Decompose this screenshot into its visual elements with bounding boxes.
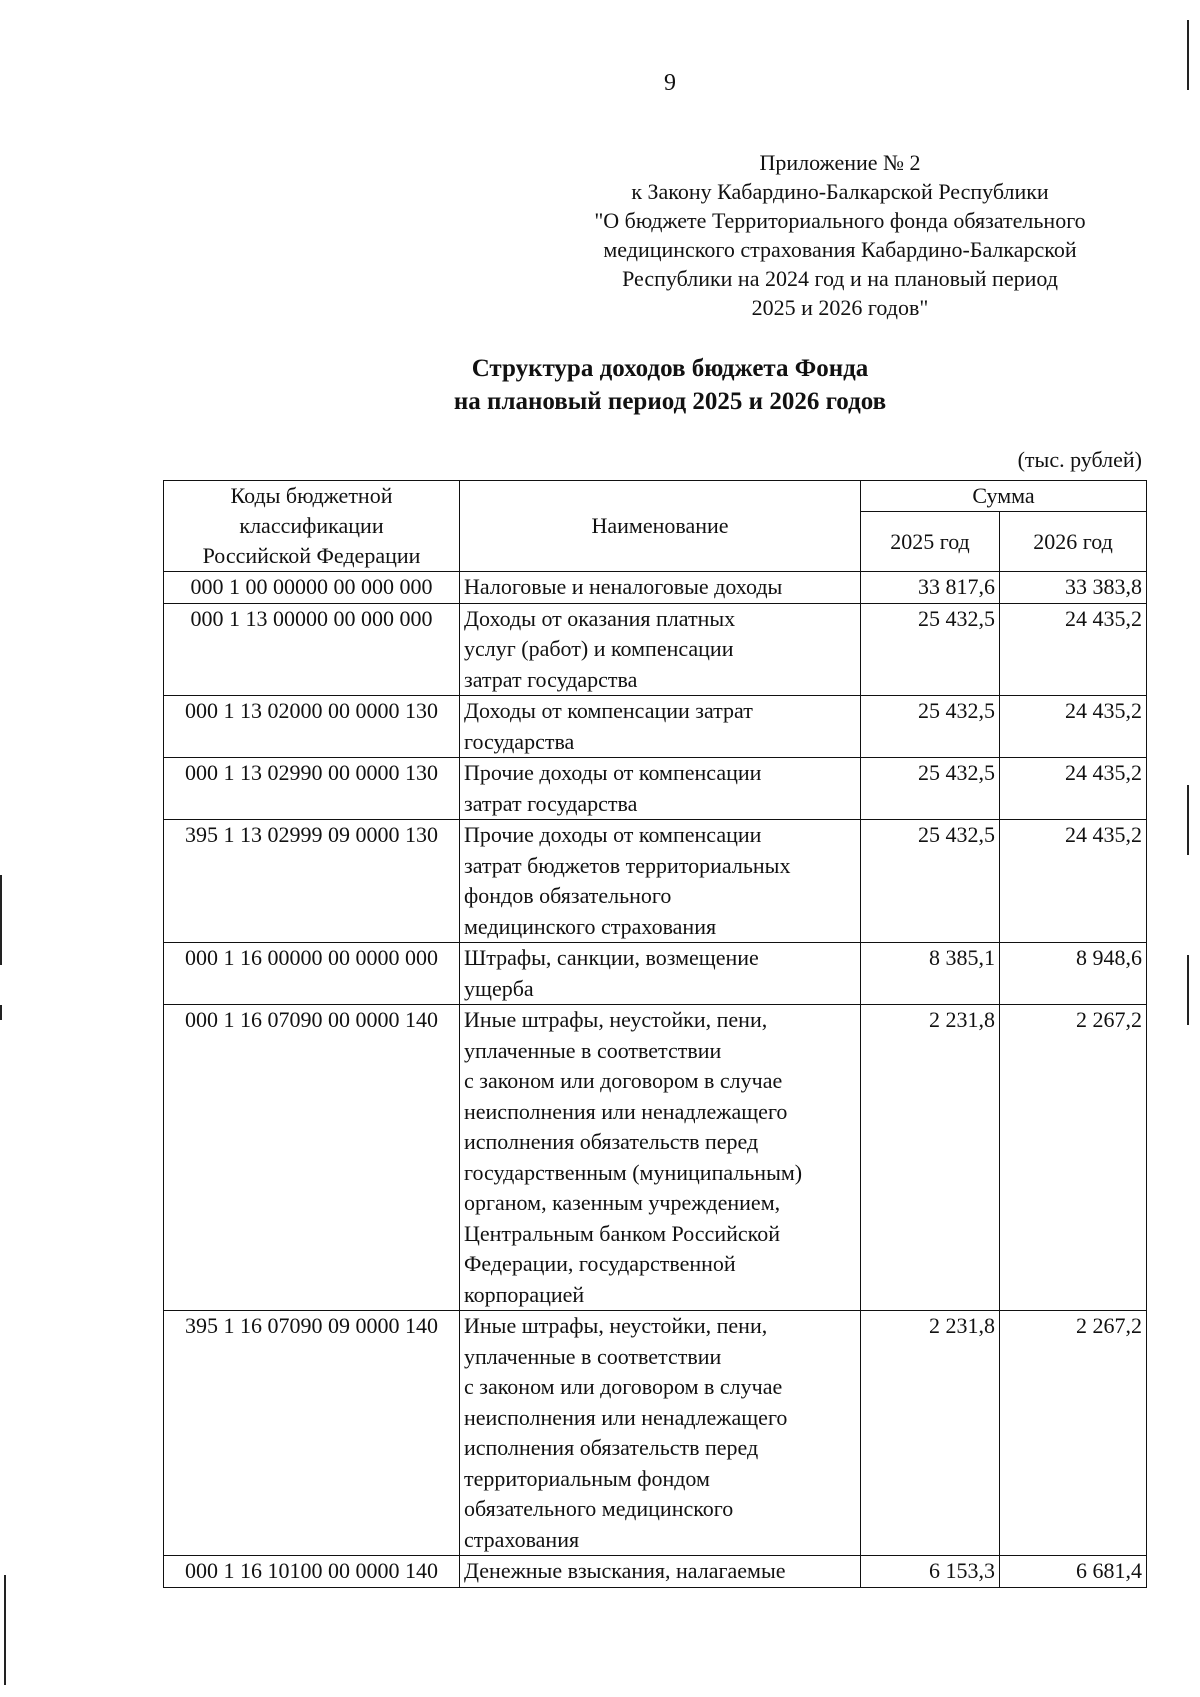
revenue-name-line: неисполнения или ненадлежащего [464, 1098, 788, 1124]
appendix-line: 2025 и 2026 годов" [751, 295, 929, 320]
revenue-name-line: органом, казенным учреждением, [464, 1190, 781, 1215]
appendix-line: к Закону Кабардино-Балкарской Республики [631, 179, 1049, 204]
revenue-table [163, 480, 1147, 1588]
revenue-name-line: Прочие доходы от компенсации [464, 822, 762, 847]
revenue-name-line: территориальным фондом [464, 1465, 710, 1491]
table-row [164, 1556, 1147, 1588]
table-row [164, 603, 1147, 696]
revenue-name-line: Иные штрафы, неустойки, пени, [464, 1313, 768, 1338]
amount-2026-cell: 33 383,8 [1000, 572, 1147, 604]
header-codes-line: Коды бюджетной [230, 483, 393, 508]
scan-edge-mark [1187, 955, 1189, 1025]
revenue-name-line: исполнения обязательств перед [464, 1129, 759, 1154]
budget-code-cell: 000 1 13 02990 00 0000 130 [164, 758, 460, 820]
revenue-name-cell [460, 758, 861, 820]
revenue-name-line: обязательного медицинского [464, 1496, 734, 1521]
revenue-name-line: затрат государства [464, 666, 638, 692]
table-row [164, 758, 1147, 820]
revenue-name-line: корпорацией [464, 1281, 585, 1307]
scan-edge-mark [0, 1005, 2, 1020]
amount-2026-cell: 24 435,2 [1000, 758, 1147, 820]
table-row [164, 696, 1147, 758]
amount-2025-cell: 2 231,8 [861, 1311, 1000, 1556]
table-row [164, 1005, 1147, 1311]
header-name: Наименование [460, 481, 861, 572]
budget-code-cell: 000 1 13 00000 00 000 000 [164, 603, 460, 696]
scan-edge-mark [1187, 20, 1189, 90]
table-row [164, 1311, 1147, 1556]
title-line-1: Структура доходов бюджета Фонда [471, 355, 869, 382]
revenue-name-cell [460, 820, 861, 943]
revenue-name-line: государства [464, 728, 575, 754]
revenue-name-line: фондов обязательного [464, 883, 672, 908]
appendix-line: Республики на 2024 год и на плановый период [622, 266, 1058, 291]
revenue-name-line: услуг (работ) и компенсации [464, 636, 734, 661]
header-year-2025: 2025 год [861, 512, 1000, 572]
budget-code-cell: 000 1 00 00000 00 000 000 [164, 572, 460, 604]
budget-code-cell: 395 1 16 07090 09 0000 140 [164, 1311, 460, 1556]
revenue-name-cell [460, 943, 861, 1005]
header-codes-line: Российской Федерации [202, 543, 421, 568]
scan-edge-mark [4, 1575, 6, 1685]
appendix-line: Приложение № 2 [759, 150, 921, 175]
revenue-name-line: Доходы от оказания платных [464, 605, 736, 631]
table-row [164, 820, 1147, 943]
header-year-2026: 2026 год [1000, 512, 1147, 572]
table-header-row [164, 481, 1147, 512]
table-row [164, 943, 1147, 1005]
revenue-name-cell [460, 696, 861, 758]
revenue-name-line: затрат государства [464, 790, 638, 816]
revenue-name-line: с законом или договором в случае [464, 1068, 783, 1093]
amount-2026-cell: 24 435,2 [1000, 696, 1147, 758]
revenue-name-cell [460, 1556, 861, 1588]
budget-code-cell: 000 1 13 02000 00 0000 130 [164, 696, 460, 758]
revenue-name-line: Прочие доходы от компенсации [464, 760, 762, 785]
header-sum: Сумма [861, 481, 1147, 512]
revenue-name-line: ущерба [464, 975, 534, 1001]
revenue-name-line: затрат бюджетов территориальных [464, 852, 791, 878]
amount-2026-cell: 2 267,2 [1000, 1311, 1147, 1556]
revenue-name-line: уплаченные в соответствии [464, 1037, 722, 1063]
appendix-line: "О бюджете Территориального фонда обязательного [594, 208, 1086, 233]
revenue-name-line: исполнения обязательств перед [464, 1435, 759, 1460]
revenue-name-cell [460, 1311, 861, 1556]
revenue-name-line: Штрафы, санкции, возмещение [464, 945, 759, 970]
header-codes [164, 481, 460, 572]
revenue-name-line: уплаченные в соответствии [464, 1343, 722, 1369]
amount-2025-cell: 25 432,5 [861, 758, 1000, 820]
amount-2026-cell: 2 267,2 [1000, 1005, 1147, 1311]
revenue-name-line: неисполнения или ненадлежащего [464, 1404, 788, 1430]
amount-2025-cell: 2 231,8 [861, 1005, 1000, 1311]
revenue-name-line: с законом или договором в случае [464, 1374, 783, 1399]
revenue-name-line: Центральным банком Российской [464, 1220, 780, 1246]
table-row [164, 572, 1147, 604]
budget-code-cell: 000 1 16 10100 00 0000 140 [164, 1556, 460, 1588]
amount-2026-cell: 24 435,2 [1000, 603, 1147, 696]
scan-edge-mark [1187, 785, 1189, 855]
revenue-name-line: медицинского страхования [464, 913, 717, 939]
revenue-name-cell [460, 1005, 861, 1311]
budget-code-cell: 395 1 13 02999 09 0000 130 [164, 820, 460, 943]
amount-2025-cell: 6 153,3 [861, 1556, 1000, 1588]
page-number: 9 [664, 70, 676, 96]
appendix-reference [540, 148, 1140, 322]
amount-2026-cell: 24 435,2 [1000, 820, 1147, 943]
revenue-name-cell [460, 572, 861, 604]
revenue-name-line: Федерации, государственной [464, 1251, 736, 1276]
title-line-2: на плановый период 2025 и 2026 годов [453, 388, 887, 415]
revenue-name-line: государственным (муниципальным) [464, 1159, 803, 1185]
header-codes-line: классификации [239, 513, 384, 538]
amount-2025-cell: 25 432,5 [861, 603, 1000, 696]
revenue-name-line: Иные штрафы, неустойки, пени, [464, 1007, 768, 1032]
budget-code-cell: 000 1 16 07090 00 0000 140 [164, 1005, 460, 1311]
amount-2025-cell: 33 817,6 [861, 572, 1000, 604]
amount-2025-cell: 25 432,5 [861, 820, 1000, 943]
revenue-name-cell [460, 603, 861, 696]
table-body [164, 572, 1147, 1588]
units-label: (тыс. рублей) [1017, 447, 1142, 472]
revenue-name-line: Доходы от компенсации затрат [464, 698, 753, 723]
scan-edge-mark [0, 875, 2, 965]
amount-2025-cell: 25 432,5 [861, 696, 1000, 758]
revenue-name-line: страхования [464, 1526, 580, 1552]
document-title [0, 352, 1200, 418]
amount-2026-cell: 6 681,4 [1000, 1556, 1147, 1588]
amount-2026-cell: 8 948,6 [1000, 943, 1147, 1005]
amount-2025-cell: 8 385,1 [861, 943, 1000, 1005]
appendix-line: медицинского страхования Кабардино-Балкарской [603, 237, 1077, 262]
revenue-name-line: Налоговые и неналоговые доходы [464, 574, 783, 599]
revenue-name-line: Денежные взыскания, налагаемые [464, 1558, 786, 1583]
budget-code-cell: 000 1 16 00000 00 0000 000 [164, 943, 460, 1005]
